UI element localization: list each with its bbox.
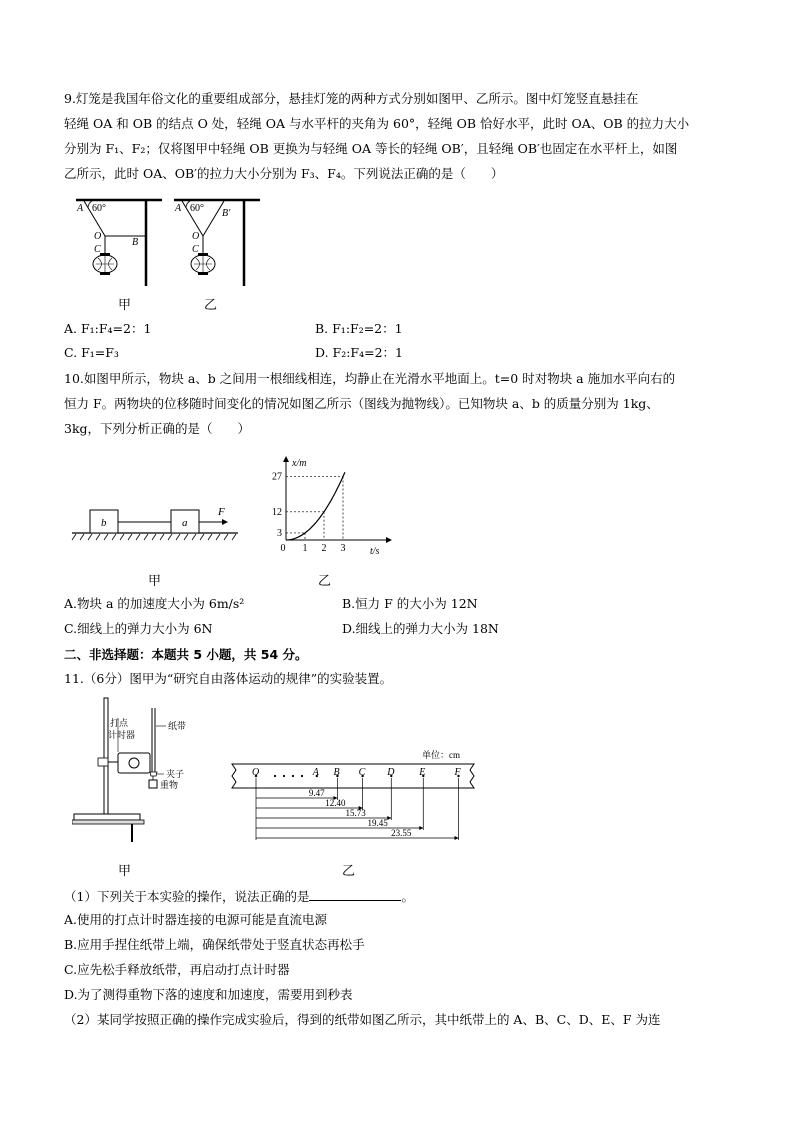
q9-option-d: D. F₂:F₄=2：1 bbox=[315, 345, 403, 360]
q9-figure-yi bbox=[172, 192, 262, 288]
tape-distance-label: 23.55 bbox=[391, 828, 412, 838]
tape-distance-label: 12.40 bbox=[325, 798, 346, 808]
y-tick-label: 27 bbox=[272, 471, 282, 483]
q11-weight-label: 重物 bbox=[160, 780, 179, 790]
q10-option-a: A.物块 a 的加速度大小为 6m/s² bbox=[64, 596, 245, 611]
q11-caption-yi: 乙 bbox=[342, 864, 356, 879]
q11-line1: 11.（6分）图甲为“研究自由落体运动的规律”的实验装置。 bbox=[64, 671, 393, 686]
q10-option-d: D.细线上的弹力大小为 18N bbox=[342, 621, 499, 636]
q11-option-a: A.使用的打点计时器连接的电源可能是直流电源 bbox=[64, 912, 328, 927]
tape-dot bbox=[301, 775, 303, 777]
q9-line4: 乙所示，此时 OA、OB′的拉力大小分别为 F₃、F₄。下列说法正确的是（ ） bbox=[64, 166, 504, 181]
q11-sub1-end: 。 bbox=[401, 889, 414, 904]
x-tick-label: 1 bbox=[302, 543, 308, 554]
q11-sub1-text: （1）下列关于本实验的操作，说法正确的是 bbox=[64, 889, 310, 904]
q9-jia-label-angle: 60° bbox=[92, 203, 106, 214]
q10-block-a-label: a bbox=[182, 517, 188, 529]
tape-label-O: O bbox=[252, 767, 260, 778]
q11-apparatus-figure bbox=[72, 696, 212, 846]
q11-option-b: B.应用手捏住纸带上端，确保纸带处于竖直状态再松手 bbox=[64, 937, 365, 952]
x-axis-arrow bbox=[386, 537, 392, 543]
tape-dot bbox=[283, 775, 285, 777]
answer-blank[interactable] bbox=[309, 888, 401, 901]
q10-caption-jia: 甲 bbox=[148, 574, 162, 589]
q9-line2: 轻绳 OA 和 OB 的结点 O 处，轻绳 OA 与水平杆的夹角为 60°，轻绳 OB 恰好水平，此时 OA、OB 的拉力大小 bbox=[64, 116, 690, 131]
section2-title: 二、非选择题：本题共 5 小题，共 54 分。 bbox=[64, 647, 308, 662]
x-axis-label: t/s bbox=[370, 546, 380, 557]
q10-force-label: F bbox=[218, 506, 225, 518]
q11-caption-jia: 甲 bbox=[118, 864, 132, 879]
q9-yi-label-A: A bbox=[175, 203, 182, 214]
q10-figure-jia bbox=[70, 500, 240, 550]
q9-yi-label-C: C bbox=[192, 244, 199, 255]
tape-distance-label: 15.73 bbox=[345, 808, 366, 818]
q11-tape-unit: 单位：cm bbox=[422, 750, 460, 760]
q11-sub2: （2）某同学按照正确的操作完成实验后，得到的纸带如图乙所示，其中纸带上的 A、B、C、D、E、F 为连 bbox=[64, 1012, 661, 1027]
q10-option-c: C.细线上的弹力大小为 6N bbox=[64, 621, 213, 636]
q9-caption-jia: 甲 bbox=[118, 298, 132, 313]
q10-line1: 10.如图甲所示，物块 a、b 之间用一根细线相连，均静止在光滑水平地面上。t=0 时对物块 a 施加水平向右的 bbox=[64, 371, 676, 386]
tape-dim-arrow bbox=[455, 836, 459, 840]
tape-label-D: D bbox=[387, 767, 395, 778]
q9-caption-yi: 乙 bbox=[204, 298, 218, 313]
q9-option-c: C. F₁=F₃ bbox=[64, 345, 119, 360]
tape-dot bbox=[292, 775, 294, 777]
q9-yi-label-Bprime: B′ bbox=[222, 208, 231, 219]
q9-yi-label-angle: 60° bbox=[190, 203, 204, 214]
y-tick-label: 12 bbox=[272, 506, 282, 518]
q9-line3: 分别为 F₁、F₂；仅将图甲中轻绳 OB 更换为与轻绳 OA 等长的轻绳 OB′，且轻绳 OB′也固定在水平杆上，如图 bbox=[64, 141, 678, 156]
tape-label-B: B bbox=[333, 767, 340, 778]
q10-block-b-label: b bbox=[101, 517, 107, 529]
x-tick-label: 0 bbox=[280, 543, 286, 554]
q11-option-d: D.为了测得重物下落的速度和加速度，需要用到秒表 bbox=[64, 987, 353, 1002]
q9-line1: 9.灯笼是我国年俗文化的重要组成部分，悬挂灯笼的两种方式分别如图甲、乙所示。图中灯笼竖直悬挂在 bbox=[64, 91, 639, 106]
x-tick-label: 2 bbox=[321, 543, 327, 554]
y-axis-arrow bbox=[283, 456, 289, 462]
q9-jia-label-C: C bbox=[94, 244, 101, 255]
tape-dim-arrow bbox=[387, 816, 391, 820]
q11-tape-label: 纸带 bbox=[168, 721, 187, 731]
series-line bbox=[286, 472, 345, 540]
y-tick-label: 3 bbox=[277, 527, 282, 539]
q10-caption-yi: 乙 bbox=[318, 574, 332, 589]
tape-dim-arrow bbox=[419, 826, 423, 830]
q10-line2: 恒力 F。两物块的位移随时间变化的情况如图乙所示（图线为抛物线）。已知物块 a、b 的质量分别为 1kg、 bbox=[64, 396, 659, 411]
q11-clip-label: 夹子 bbox=[166, 769, 185, 779]
q9-figure-jia bbox=[74, 192, 164, 288]
q10-xt-chart bbox=[268, 452, 398, 562]
y-axis-label: x/m bbox=[292, 458, 307, 469]
q11-timer-label-1: 打点 bbox=[110, 718, 129, 728]
q9-jia-label-O: O bbox=[94, 231, 102, 242]
q9-option-b: B. F₁:F₂=2：1 bbox=[315, 321, 403, 336]
q11-option-c: C.应先松手释放纸带，再启动打点计时器 bbox=[64, 962, 290, 977]
q11-timer-label-2: 计时器 bbox=[108, 730, 136, 740]
tape-dot bbox=[274, 775, 276, 777]
q10-line3: 3kg，下列分析正确的是（ ） bbox=[64, 421, 251, 436]
tape-label-E: E bbox=[419, 767, 426, 778]
tape-label-A: A bbox=[312, 767, 319, 778]
q9-jia-label-B: B bbox=[132, 237, 139, 248]
q9-yi-label-O: O bbox=[192, 231, 200, 242]
x-tick-label: 3 bbox=[340, 543, 346, 554]
tape-label-C: C bbox=[358, 767, 366, 778]
q11-tape-figure bbox=[226, 740, 726, 850]
tape-distance-label: 19.45 bbox=[367, 818, 388, 828]
tape-label-F: F bbox=[454, 767, 461, 778]
q9-option-a: A. F₁:F₄=2：1 bbox=[64, 321, 152, 336]
q9-jia-label-A: A bbox=[77, 203, 84, 214]
tape-distance-label: 9.47 bbox=[308, 788, 325, 798]
q10-option-b: B.恒力 F 的大小为 12N bbox=[342, 596, 478, 611]
q11-sub1 bbox=[64, 888, 414, 905]
